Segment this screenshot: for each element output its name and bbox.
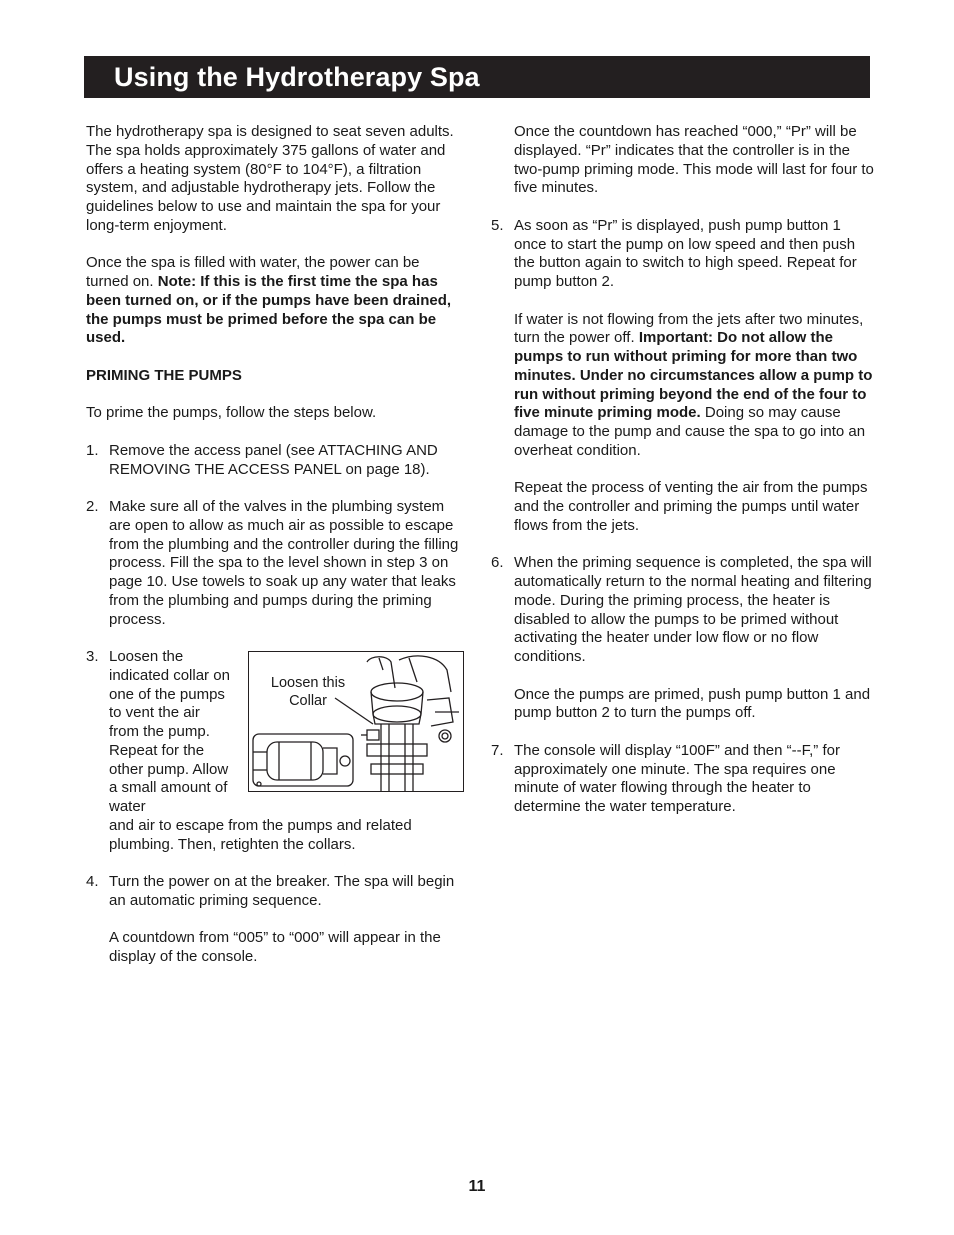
- pump-illustration: [249, 652, 463, 791]
- page-title: Using the Hydrotherapy Spa: [114, 62, 480, 92]
- page-number: 11: [468, 1178, 486, 1195]
- power-text: Once the spa is filled with water, the power can be turned on.: [86, 254, 420, 290]
- step-4: [86, 873, 466, 967]
- step-2: [86, 498, 466, 629]
- step-1: [86, 442, 466, 480]
- right-column: [491, 123, 876, 836]
- warning-important: Important: Do not allow the pumps to run without priming for more than two minutes. Under no circumstances allow a pump to run without priming beyond the end of the four to five minute priming mode.: [514, 329, 873, 422]
- step-text: Make sure all of the valves in the plumbing system are open to allow as much air as possible to escape from the plumbing and the controller during the filling process. Fill the spa to the level shown in step 3 on page 10. Use towels to soak up any water that leaks from the plumbing and pumps during the priming process.: [109, 498, 459, 628]
- figure-label: Loosen this Collar: [270, 675, 346, 709]
- step-4-continued: [491, 123, 876, 198]
- step-text: Loosen the indicated collar on one of the pumps to vent the air from the pump. Repeat for the other pump. Allow a small amount of water: [109, 648, 230, 815]
- step-text: Turn the power on at the breaker. The spa will begin an automatic priming sequence.: [109, 873, 455, 909]
- warning-lead: If water is not flowing from the jets after two minutes, turn the power off.: [514, 310, 864, 347]
- section-heading: PRIMING THE PUMPS: [86, 366, 242, 384]
- steps-intro: To prime the pumps, follow the steps below.: [86, 404, 377, 422]
- step-text: Once the pumps are primed, push pump button 1 and pump button 2 to turn the pumps off.: [514, 685, 871, 722]
- step-number: 3.: [86, 648, 99, 665]
- power-paragraph: [86, 254, 466, 348]
- warning-paragraph: [514, 311, 876, 461]
- step-6: [491, 554, 876, 723]
- left-column: [86, 123, 466, 986]
- step-text-continued: and air to escape from the pumps and related plumbing. Then, retighten the collars.: [109, 816, 412, 853]
- step-text: Remove the access panel (see ATTACHING AND REMOVING THE ACCESS PANEL on page 18).: [109, 441, 438, 478]
- warning-tail: Doing so may cause damage to the pump and cause the spa to go into an overheat condition.: [514, 404, 866, 459]
- power-note: Note: If this is the first time the spa has been turned on, or if the pumps have been drained, the pumps must be primed before the spa can be used.: [86, 273, 452, 347]
- step-number: 5.: [491, 216, 504, 234]
- step-number: 6.: [491, 554, 504, 572]
- step-number: 2.: [86, 498, 99, 515]
- step-text: When the priming sequence is completed, the spa will automatically return to the normal heating and filtering mode. During the priming process, the heater is disabled to allow the pumps to be primed without activating the heater under low flow or no flow conditions.: [514, 554, 872, 665]
- step-text: Repeat the process of venting the air from the pumps and the controller and priming the pumps until water flows from the jets.: [514, 479, 868, 534]
- step-number: 4.: [86, 873, 99, 890]
- step-5: [491, 217, 876, 536]
- step-number: 1.: [86, 441, 99, 459]
- step-text: Once the countdown has reached “000,” “Pr” will be displayed. “Pr” indicates that the controller is in the two-pump priming mode. This mode will last for four to five minutes.: [514, 123, 874, 197]
- step-text: The console will display “100F” and then “--F,” for approximately one minute. The spa requires one minute of water flowing through the heater to determine the water temperature.: [514, 741, 840, 815]
- step-text: As soon as “Pr” is displayed, push pump button 1 once to start the pump on low speed and then push the button again to switch to high speed. Repeat for pump button 2.: [514, 216, 857, 290]
- step-7: [491, 742, 876, 817]
- pump-collar-figure: [248, 651, 464, 792]
- intro-paragraph: The hydrotherapy spa is designed to seat seven adults. The spa holds approximately 375 gallons of water and offers a heating system (80°F to 104°F), a filtration system, and adjustable hydrotherapy jets. Follow the guidelines below to use and maintain the spa for your long-term enjoyment.: [86, 123, 454, 234]
- step-number: 7.: [491, 741, 504, 759]
- title-bar: [84, 56, 870, 98]
- step-text: A countdown from “005” to “000” will appear in the display of the console.: [109, 929, 441, 965]
